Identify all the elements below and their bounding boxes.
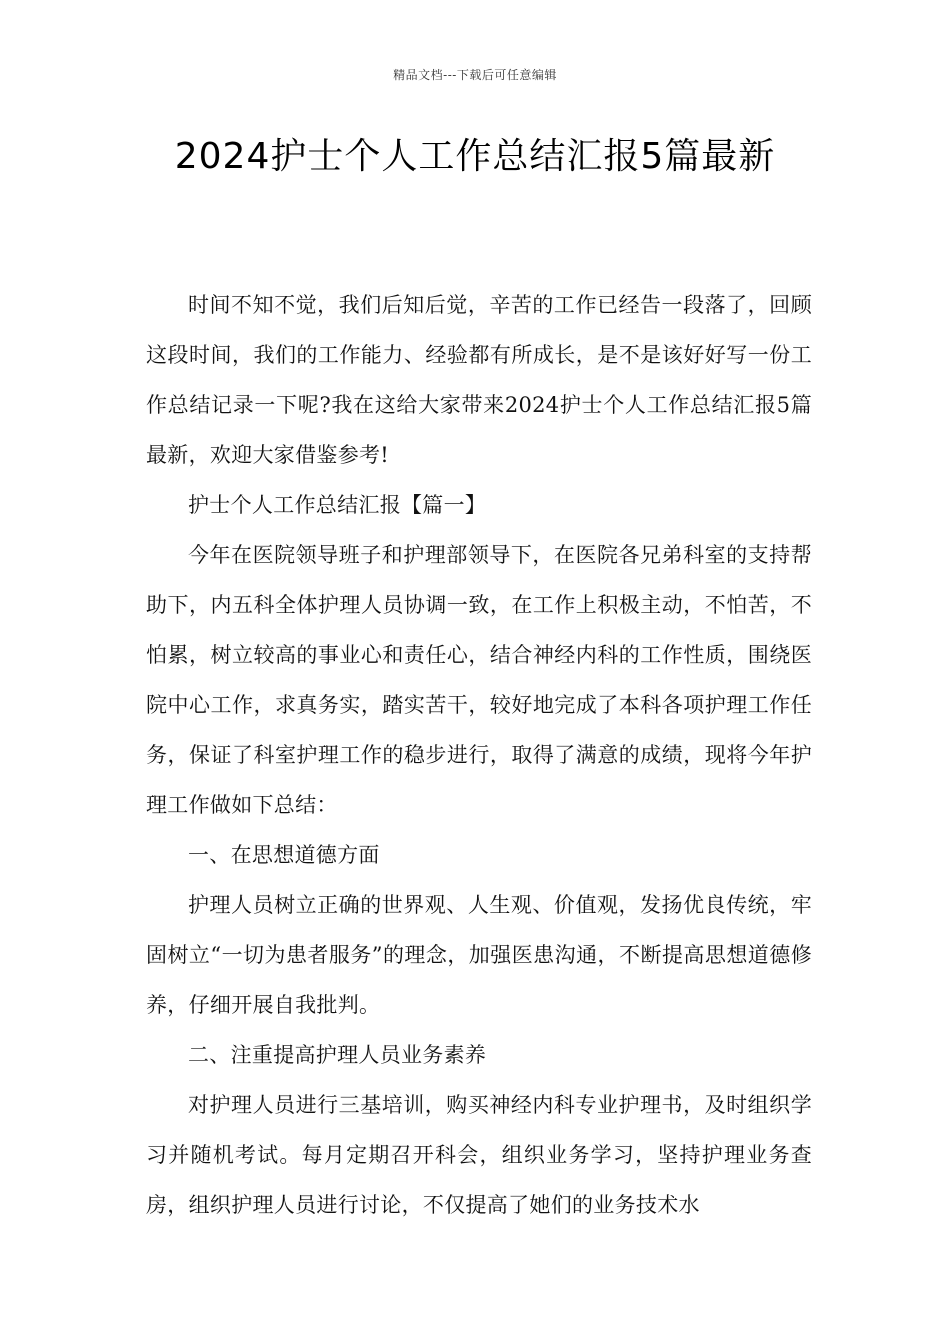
body-paragraph: 今年在医院领导班子和护理部领导下，在医院各兄弟科室的支持帮助下，内五科全体护理人员协调一致，在工作上积极主动，不怕苦，不怕累，树立较高的事业心和责任心，结合神经内科的工作性质，围绕医院中心工作，求真务实，踏实苦干，较好地完成了本科各项护理工作任务，保证了科室护理工作的稳步进行，取得了满意的成绩，现将今年护理工作做如下总结：	[146, 543, 812, 817]
subheading-professional-quality: 二、注重提高护理人员业务素养	[188, 1043, 487, 1067]
body-paragraph: 对护理人员进行三基培训，购买神经内科专业护理书，及时组织学习并随机考试。每月定期召开科会，组织业务学习，坚持护理业务查房，组织护理人员进行讨论，不仅提高了她们的业务技术水	[146, 1093, 812, 1217]
document-body	[146, 280, 812, 1230]
subheading-ideology: 一、在思想道德方面	[188, 843, 380, 867]
section-heading-part-one: 护士个人工作总结汇报【篇一】	[188, 493, 487, 517]
document-title: 2024护士个人工作总结汇报5篇最新	[174, 136, 776, 177]
body-paragraph: 护理人员树立正确的世界观、人生观、价值观，发扬优良传统，牢固树立“一切为患者服务”的理念，加强医患沟通，不断提高思想道德修养，仔细开展自我批判。	[146, 893, 812, 1017]
header-note: 精品文档---下载后可任意编辑	[393, 68, 557, 82]
intro-paragraph: 时间不知不觉，我们后知后觉，辛苦的工作已经告一段落了，回顾这段时间，我们的工作能力、经验都有所成长，是不是该好好写一份工作总结记录一下呢?我在这给大家带来2024护士个人工作总结汇报5篇最新，欢迎大家借鉴参考!	[146, 293, 812, 467]
